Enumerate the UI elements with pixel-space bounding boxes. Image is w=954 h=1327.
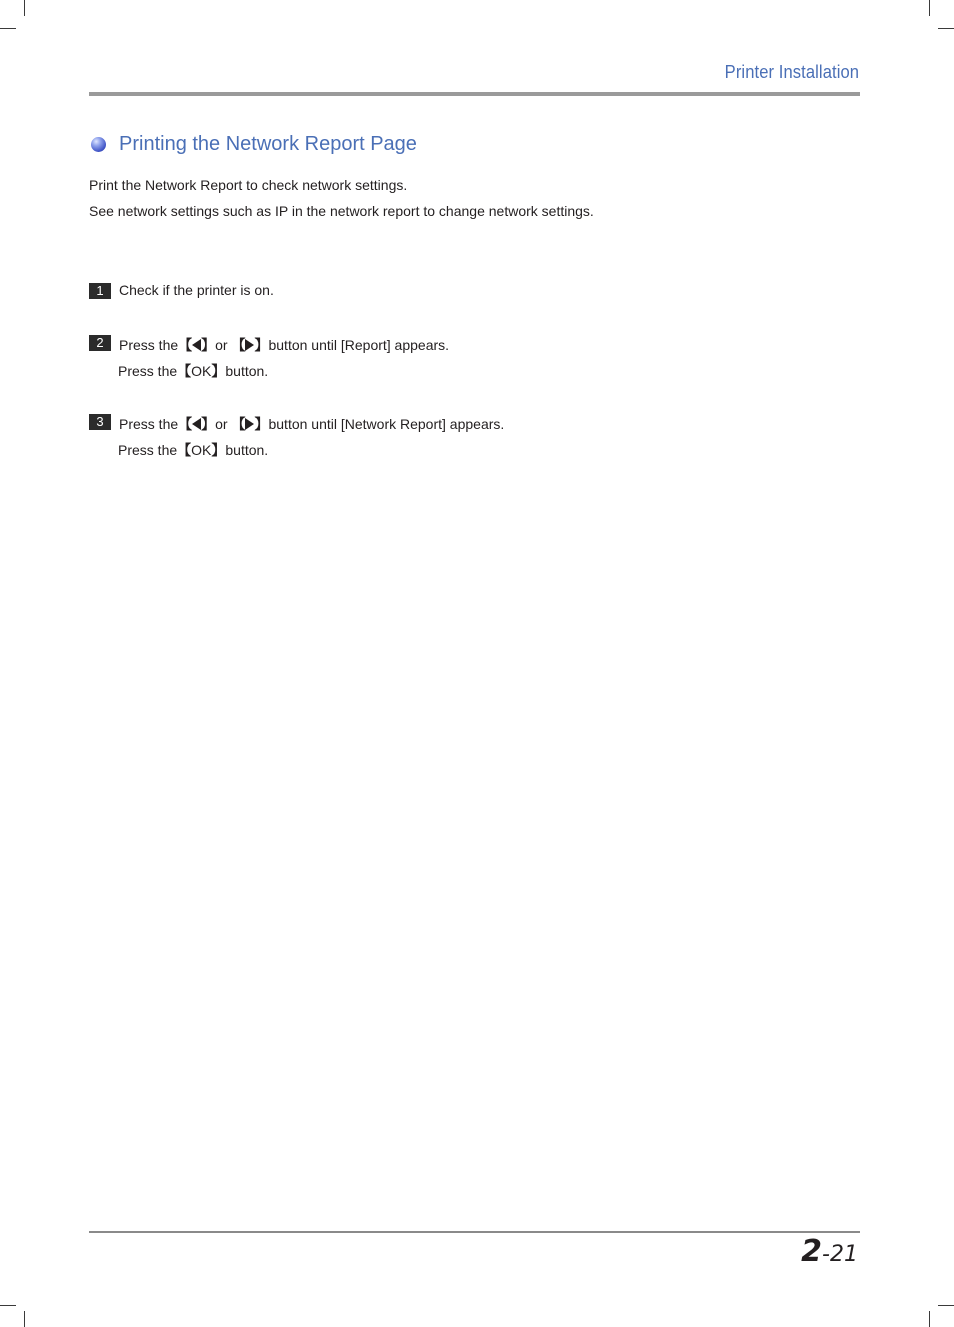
- crop-mark: [0, 28, 16, 29]
- crop-mark: [0, 1305, 16, 1306]
- crop-mark: [24, 0, 25, 16]
- step-instruction: Press the【 】or 【 】button until [Network Report] appears.: [119, 416, 505, 432]
- chapter-number: 2: [801, 1234, 823, 1269]
- footer-divider: [89, 1231, 860, 1233]
- step-number-badge: 3: [89, 414, 111, 430]
- step-text: Press the: [118, 442, 178, 458]
- step-number-badge: 1: [89, 283, 111, 299]
- crop-mark: [938, 1305, 954, 1306]
- step-text: button until [Network Report] appears.: [268, 416, 505, 432]
- crop-mark: [929, 1311, 930, 1327]
- step-number-badge: 2: [89, 335, 111, 351]
- ok-key-label: OK: [191, 442, 212, 458]
- crop-mark: [24, 1311, 25, 1327]
- page-number-value: 21: [830, 1242, 858, 1267]
- left-triangle-icon: [192, 418, 201, 430]
- page-separator: -: [822, 1242, 830, 1267]
- step-text: button.: [225, 442, 269, 458]
- page-number: [801, 1234, 858, 1269]
- step-sub-instruction: Press the【OK】button.: [118, 442, 269, 458]
- ok-key-label: OK: [191, 363, 212, 379]
- crop-mark: [938, 28, 954, 29]
- step-text: Press the: [119, 416, 179, 432]
- sphere-bullet-icon: [91, 137, 106, 152]
- step-text: or: [215, 416, 228, 432]
- left-triangle-icon: [192, 339, 201, 351]
- step-instruction: Press the【 】or 【 】button until [Report] appears.: [119, 337, 450, 353]
- step-text: or: [215, 337, 228, 353]
- step-text: button.: [225, 363, 269, 379]
- step-sub-instruction: Press the【OK】button.: [118, 363, 269, 379]
- step-text: Press the: [119, 337, 179, 353]
- step-instruction: Check if the printer is on.: [119, 282, 274, 298]
- intro-paragraph: Print the Network Report to check network settings.: [89, 177, 408, 193]
- step-text: button until [Report] appears.: [268, 337, 450, 353]
- step-text: Press the: [118, 363, 178, 379]
- running-header: Printer Installation: [724, 62, 859, 82]
- intro-paragraph: See network settings such as IP in the network report to change network settings.: [89, 203, 594, 219]
- section-title: Printing the Network Report Page: [119, 133, 417, 155]
- header-divider: [89, 92, 860, 96]
- crop-mark: [929, 0, 930, 16]
